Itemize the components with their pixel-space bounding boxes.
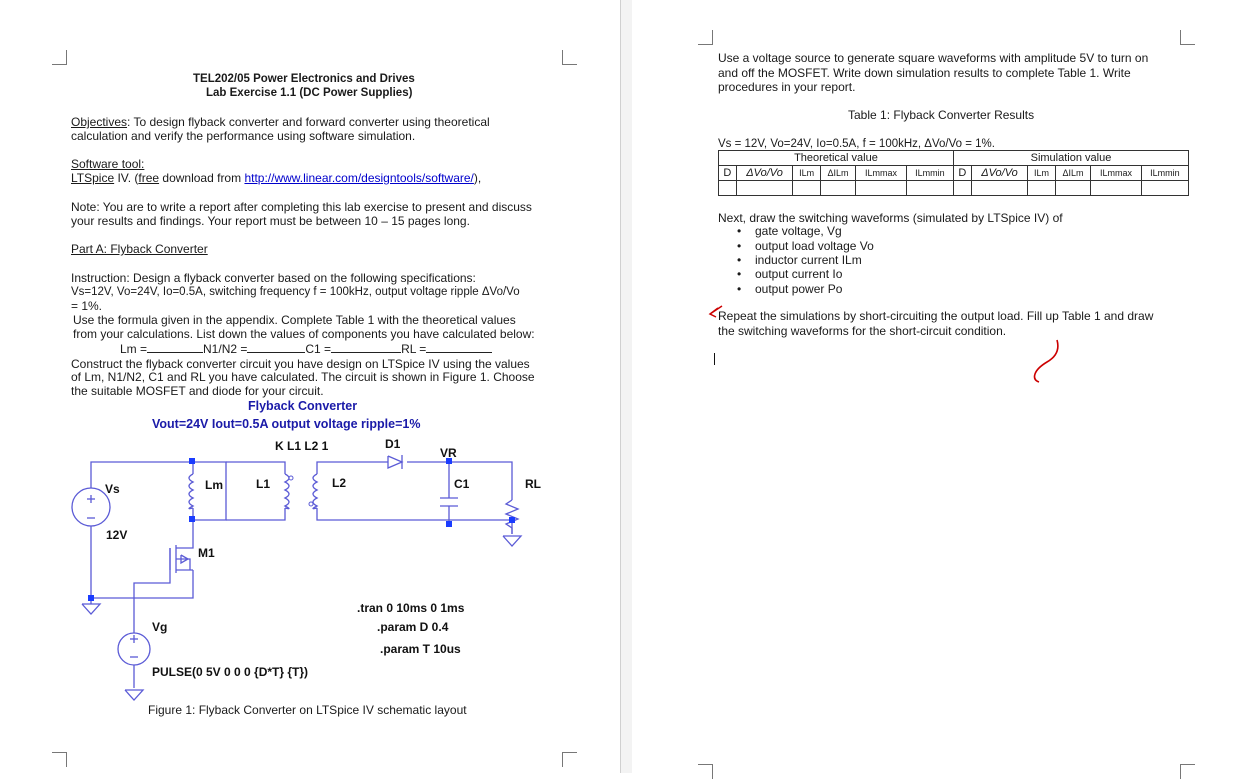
bullet-item: • output load voltage Vo xyxy=(755,239,874,253)
label-12v: 12V xyxy=(106,528,128,542)
label-coupling: K L1 L2 1 xyxy=(275,439,329,453)
objectives-text: : To design flyback converter and forward converter using theoretical xyxy=(127,115,490,129)
label-vs: Vs xyxy=(105,482,120,496)
label-rl: RL xyxy=(525,477,541,491)
figure-caption: Figure 1: Flyback Converter on LTSpice IV schematic layout xyxy=(148,703,467,717)
label-pulse: PULSE(0 5V 0 0 0 {D*T} {T}) xyxy=(152,665,309,679)
col-ilmmin: ILmmin xyxy=(1141,166,1188,181)
spec-line: Vs = 12V, Vo=24V, Io=0.5A, f = 100kHz, ΔVo/Vo = 1%. xyxy=(718,138,995,150)
instruction-line3: = 1%. xyxy=(71,299,103,313)
formula-line1: Use the formula given in the appendix. Complete Table 1 with the theoretical values xyxy=(73,313,516,327)
intro-line1: Use a voltage source to generate square waveforms with amplitude 5V to turn on xyxy=(718,51,1149,65)
col-ripple: ΔVo/Vo xyxy=(971,166,1028,181)
schematic-title: Flyback Converter xyxy=(248,399,358,413)
col-d: D xyxy=(719,166,737,181)
construct-line2: of Lm, N1/N2, C1 and RL you have calculated. The circuit is shown in Figure 1. Choose xyxy=(71,370,535,384)
col-ripple: ΔVo/Vo xyxy=(736,166,793,181)
label-vr: VR xyxy=(440,446,457,460)
part-a-heading: Part A: Flyback Converter xyxy=(71,242,208,256)
repeat-line1: Repeat the simulations by short-circuiting the output load. Fill up Table 1 and draw xyxy=(718,309,1154,323)
instruction-line2: Vs=12V, Vo=24V, Io=0.5A, switching frequency f = 100kHz, output voltage ripple ΔVo/Vo xyxy=(71,286,520,298)
col-dilm: ΔILm xyxy=(820,166,856,181)
group-sim: Simulation value xyxy=(953,151,1188,166)
label-lm: Lm xyxy=(205,478,223,492)
label-param-d: .param D 0.4 xyxy=(377,620,449,634)
bullet-item: • inductor current ILm xyxy=(755,253,862,267)
label-vg: Vg xyxy=(152,620,168,634)
pen-annotations xyxy=(632,0,1245,773)
bullet-item: • gate voltage, Vg xyxy=(755,224,842,238)
label-d1: D1 xyxy=(385,437,401,451)
col-ilmmax: ILmmax xyxy=(856,166,907,181)
field-n-label: N1/N2 = xyxy=(203,342,248,356)
software-mid: IV. ( xyxy=(114,171,139,185)
col-ilmmax: ILmmax xyxy=(1091,166,1142,181)
software-name: LTSpice xyxy=(71,171,115,185)
software-dl: download from xyxy=(159,171,245,185)
instruction-line1: Instruction: Design a flyback converter based on the following specifications: xyxy=(71,271,476,285)
flyback-schematic xyxy=(0,0,620,773)
repeat-line2: the switching waveforms for the short-circuit condition. xyxy=(718,324,1007,338)
note-line1: Note: You are to write a report after completing this lab exercise to present and discuss xyxy=(71,200,532,214)
col-dilm: ΔILm xyxy=(1055,166,1091,181)
document-page-left xyxy=(0,0,620,773)
course-title: TEL202/05 Power Electronics and Drives xyxy=(193,73,415,85)
software-link[interactable]: http://www.linear.com/designtools/software/ xyxy=(244,171,474,185)
construct-line1: Construct the flyback converter circuit you have design on LTSpice IV using the values xyxy=(71,357,530,371)
construct-line3: the suitable MOSFET and diode for your circuit. xyxy=(71,384,324,398)
software-free: free xyxy=(138,171,160,185)
group-theory: Theoretical value xyxy=(719,151,954,166)
label-tran: .tran 0 10ms 0 1ms xyxy=(357,601,465,615)
field-c-label: C1 = xyxy=(305,342,332,356)
software-label: Software tool: xyxy=(71,157,145,171)
objectives-label: Objectives xyxy=(71,115,128,129)
objectives-line2: calculation and verify the performance using software simulation. xyxy=(71,129,416,143)
label-c1: C1 xyxy=(454,477,470,491)
bullet-item: • output power Po xyxy=(755,282,842,296)
field-lm-label: Lm = xyxy=(120,342,148,356)
col-d: D xyxy=(953,166,971,181)
col-ilm: ILm xyxy=(1028,166,1055,181)
document-page-right xyxy=(632,0,1245,773)
intro-line3: procedures in your report. xyxy=(718,80,856,94)
formula-line2: from your calculations. List down the values of components you have calculated below: xyxy=(73,327,535,341)
label-l2: L2 xyxy=(332,476,347,490)
bullet-item: • output current Io xyxy=(755,267,842,281)
label-l1: L1 xyxy=(256,477,271,491)
label-m1: M1 xyxy=(198,546,215,560)
col-ilmmin: ILmmin xyxy=(906,166,953,181)
note-line2: your results and findings. Your report must be between 10 – 15 pages long. xyxy=(71,214,470,228)
next-line: Next, draw the switching waveforms (simulated by LTSpice IV) of xyxy=(718,211,1063,225)
software-end: ), xyxy=(473,171,482,185)
schematic-subtitle: Vout=24V Iout=0.5A output voltage ripple=1% xyxy=(152,417,421,431)
col-ilm: ILm xyxy=(793,166,820,181)
table-title: Table 1: Flyback Converter Results xyxy=(848,108,1035,122)
lab-title: Lab Exercise 1.1 (DC Power Supplies) xyxy=(206,87,413,99)
field-rl-label: RL = xyxy=(401,342,427,356)
intro-line2: and off the MOSFET. Write down simulation results to complete Table 1. Write xyxy=(718,66,1131,80)
label-param-t: .param T 10us xyxy=(380,642,461,656)
